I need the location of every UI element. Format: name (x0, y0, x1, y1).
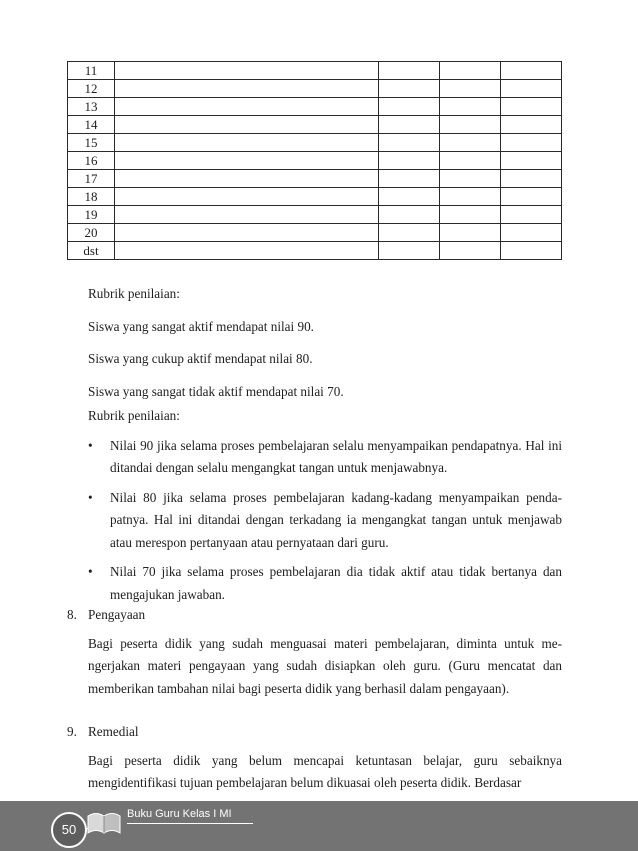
table-cell (501, 152, 562, 170)
table-cell (379, 134, 440, 152)
table-cell (440, 152, 501, 170)
table-cell (440, 206, 501, 224)
list-item-text: Nilai 80 jika selama proses pembelajaran kadang-kadang menyampaikan penda-patnya. Hal ini ditandai dengan terkadang ia mengangkat tangan untuk menjawab atau merespon pertanyaan atau pernyataan dari guru. (110, 489, 562, 550)
rubric-line: Siswa yang sangat aktif mendapat nilai 90. (88, 318, 314, 334)
table-cell (440, 98, 501, 116)
table-cell (379, 80, 440, 98)
book-title: Buku Guru Kelas I MI (127, 808, 232, 820)
table-cell (115, 134, 379, 152)
footer-underline (127, 823, 253, 824)
table-cell (501, 80, 562, 98)
table-cell (501, 188, 562, 206)
table-row (68, 224, 562, 242)
list-item (88, 487, 562, 555)
table-cell (115, 242, 379, 260)
table-row (68, 80, 562, 98)
section-number: 8. (67, 607, 77, 622)
list-item-text: Nilai 90 jika selama proses pembelajaran selalu menyampaikan pendapatnya. Hal ini ditandai dengan selalu mengangkat tangan untuk menjawabnya. (110, 437, 562, 475)
table-cell (115, 206, 379, 224)
table-cell (379, 152, 440, 170)
list-item (88, 561, 562, 606)
table-cell (440, 134, 501, 152)
table-row (68, 152, 562, 170)
list-item-text: Nilai 70 jika selama proses pembelajaran dia tidak aktif atau tidak bertanya dan mengajukan jawaban. (110, 564, 562, 602)
table-cell (501, 134, 562, 152)
table-cell (501, 224, 562, 242)
row-number: 18 (68, 188, 115, 206)
section-title: Remedial (88, 724, 139, 739)
table-cell (115, 152, 379, 170)
table-cell (501, 62, 562, 80)
rubric-list (88, 435, 562, 607)
table-cell (440, 242, 501, 260)
rubric-heading: Rubrik penilaian: (88, 408, 180, 423)
table-cell (379, 170, 440, 188)
list-item (88, 435, 562, 480)
table-cell (440, 170, 501, 188)
row-number: 16 (68, 152, 115, 170)
table-cell (379, 224, 440, 242)
row-number: 14 (68, 116, 115, 134)
row-number: dst (68, 242, 115, 260)
rubric-block-2 (88, 405, 562, 613)
row-number: 20 (68, 224, 115, 242)
table-cell (440, 62, 501, 80)
table-row (68, 206, 562, 224)
table-cell (115, 224, 379, 242)
table-row (68, 134, 562, 152)
section-body: Bagi peserta didik yang belum mencapai ketuntasan belajar, guru sebaiknya mengidentifikasi tujuan pembelajaran belum dikuasai oleh peserta didik. Berdasar (88, 752, 562, 790)
row-number: 15 (68, 134, 115, 152)
row-number: 13 (68, 98, 115, 116)
table-cell (115, 62, 379, 80)
table-cell (379, 62, 440, 80)
table-cell (115, 170, 379, 188)
table-cell (115, 116, 379, 134)
table-cell (379, 206, 440, 224)
rubric-line: Siswa yang sangat tidak aktif mendapat nilai 70. (88, 383, 344, 399)
open-book-icon (86, 806, 122, 836)
table-cell (501, 242, 562, 260)
table-row (68, 62, 562, 80)
section-heading (67, 721, 562, 744)
table-cell (501, 116, 562, 134)
table-cell (115, 98, 379, 116)
rubric-block-1 (88, 283, 562, 413)
table-cell (501, 170, 562, 188)
page-number-badge: 50 (51, 812, 87, 848)
table-cell (115, 188, 379, 206)
table-row (68, 242, 562, 260)
table-row (68, 98, 562, 116)
row-number: 12 (68, 80, 115, 98)
section-heading (67, 604, 562, 627)
table-cell (440, 116, 501, 134)
row-number: 11 (68, 62, 115, 80)
table-cell (379, 98, 440, 116)
bullet-icon: • (88, 437, 93, 453)
table-row (68, 170, 562, 188)
table-cell (379, 242, 440, 260)
table-cell (501, 98, 562, 116)
table-cell (501, 206, 562, 224)
score-table-body (68, 62, 562, 260)
table-cell (379, 188, 440, 206)
rubric-line: Siswa yang cukup aktif mendapat nilai 80. (88, 351, 313, 366)
section-remedial (67, 721, 562, 795)
rubric-heading: Rubrik penilaian: (88, 286, 180, 301)
row-number: 19 (68, 206, 115, 224)
table-row (68, 188, 562, 206)
table-cell (115, 80, 379, 98)
row-number: 17 (68, 170, 115, 188)
bullet-icon: • (88, 564, 93, 579)
section-title: Pengayaan (88, 607, 146, 622)
bullet-icon: • (88, 489, 93, 505)
table-row (68, 116, 562, 134)
section-number: 9. (67, 724, 77, 739)
score-table (67, 61, 562, 260)
table-cell (440, 224, 501, 242)
table-cell (379, 116, 440, 134)
table-cell (440, 188, 501, 206)
section-body: Bagi peserta didik yang sudah menguasai materi pembelajaran, diminta untuk me-ngerjakan materi pengayaan yang sudah disiapkan oleh guru. (Guru mencatat dan memberikan tambahan nilai bagi peserta didik yang berhasil dalam pengayaan). (88, 635, 562, 696)
table-cell (440, 80, 501, 98)
section-pengayaan (67, 604, 562, 700)
